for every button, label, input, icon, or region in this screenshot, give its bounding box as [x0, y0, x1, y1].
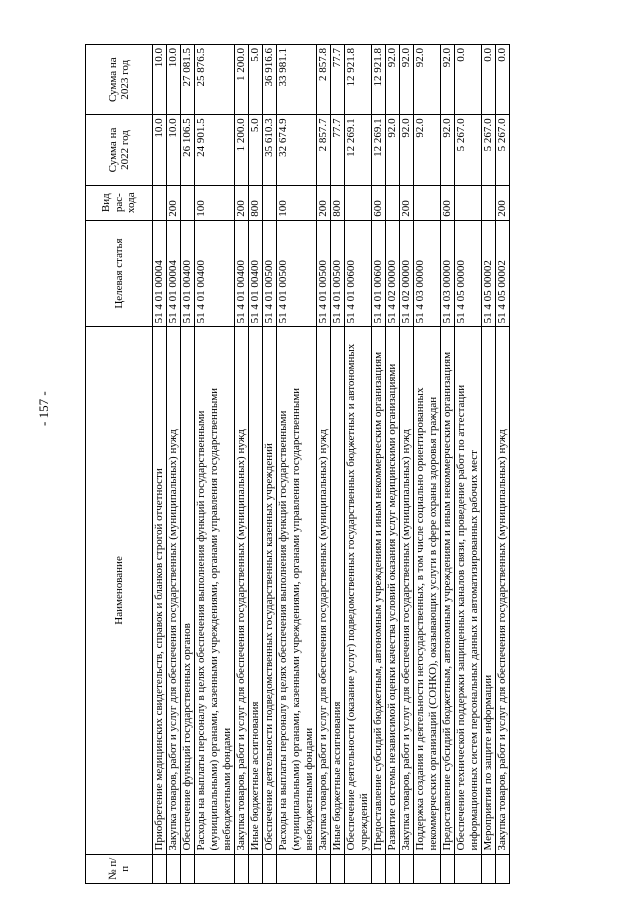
cell-num [482, 854, 496, 883]
header-sum-2023: Сумма на 2023 год [86, 45, 153, 115]
cell-vid [263, 185, 277, 220]
cell-num [235, 854, 249, 883]
header-num: № п/п [86, 854, 153, 883]
cell-num [414, 854, 441, 883]
cell-num [386, 854, 400, 883]
table-row [441, 45, 455, 884]
cell-num [263, 854, 277, 883]
cell-sum-2022: 92.0 [400, 115, 414, 185]
cell-vid [482, 185, 496, 220]
table-row [181, 45, 195, 884]
cell-sum-2023: 5.0 [249, 45, 263, 115]
cell-vid [181, 185, 195, 220]
cell-name: Закупка товаров, работ и услуг для обеспечения государственных (муниципальных) нужд [496, 327, 510, 854]
cell-code: 51 4 01 00500 [277, 220, 317, 327]
cell-name: Обеспечение технической поддержки защищенных каналов связи, проведение работ по аттестации информационных систем персональных данных и автоматизированных рабочих мест [455, 327, 482, 854]
cell-num [317, 854, 331, 883]
cell-sum-2023: 0.0 [455, 45, 482, 115]
cell-sum-2023: 92.0 [414, 45, 441, 115]
cell-vid [386, 185, 400, 220]
cell-sum-2023: 25 876.5 [195, 45, 235, 115]
table-row [249, 45, 263, 884]
page-number: - 157 - [36, 391, 51, 426]
table-row [455, 45, 482, 884]
table-row [235, 45, 249, 884]
table-body [153, 45, 510, 884]
cell-num [455, 854, 482, 883]
cell-name: Закупка товаров, работ и услуг для обеспечения государственных (муниципальных) нужд [400, 327, 414, 854]
cell-name: Закупка товаров, работ и услуг для обеспечения государственных (муниципальных) нужд [235, 327, 249, 854]
cell-sum-2022: 5.0 [249, 115, 263, 185]
cell-sum-2023: 1 200.0 [235, 45, 249, 115]
cell-name: Развитие системы независимой оценки качества условий оказания услуг медицинскими организациями [386, 327, 400, 854]
cell-name: Поддержка создания и деятельности негосударственных, в том числе социально ориентированных некоммерческих организаций (СОНКО), оказывающих услуги в сфере охраны здоровья граждан [414, 327, 441, 854]
table-row [386, 45, 400, 884]
cell-code: 51 4 01 00400 [235, 220, 249, 327]
cell-sum-2022: 10.0 [153, 115, 167, 185]
cell-num [195, 854, 235, 883]
cell-name: Закупка товаров, работ и услуг для обеспечения государственных (муниципальных) нужд [167, 327, 181, 854]
cell-sum-2022: 10.0 [167, 115, 181, 185]
table-row [372, 45, 386, 884]
cell-sum-2022: 12 269.1 [345, 115, 372, 185]
cell-sum-2022: 2 857.7 [317, 115, 331, 185]
cell-vid: 600 [441, 185, 455, 220]
cell-sum-2023: 92.0 [441, 45, 455, 115]
cell-code: 51 4 01 00400 [195, 220, 235, 327]
cell-sum-2022: 5 267.0 [496, 115, 510, 185]
cell-sum-2022: 5 267.0 [455, 115, 482, 185]
cell-name: Расходы на выплаты персоналу в целях обеспечения выполнения функций государственными (муниципальными) органами, казенными учреждениями, органами управления государственными внебюджетными фондами [195, 327, 235, 854]
cell-code: 51 4 01 00004 [153, 220, 167, 327]
cell-name: Обеспечение деятельности (оказание услуг) подведомственных государственных бюджетных и автономных учреждений [345, 327, 372, 854]
cell-code: 51 4 01 00600 [345, 220, 372, 327]
cell-sum-2023: 33 981.1 [277, 45, 317, 115]
cell-sum-2022: 92.0 [414, 115, 441, 185]
cell-code: 51 4 01 00500 [331, 220, 345, 327]
cell-name: Мероприятия по защите информации [482, 327, 496, 854]
cell-code: 51 4 02 00000 [386, 220, 400, 327]
cell-sum-2023: 36 916.6 [263, 45, 277, 115]
cell-code: 51 4 01 00500 [263, 220, 277, 327]
cell-sum-2023: 12 921.8 [345, 45, 372, 115]
cell-sum-2022: 92.0 [441, 115, 455, 185]
table-row [482, 45, 496, 884]
cell-code: 51 4 01 00004 [167, 220, 181, 327]
cell-sum-2023: 27 081.5 [181, 45, 195, 115]
table-row [263, 45, 277, 884]
table-row [400, 45, 414, 884]
cell-name: Иные бюджетные ассигнования [249, 327, 263, 854]
cell-name: Расходы на выплаты персоналу в целях обеспечения выполнения функций государственными (муниципальными) органами, казенными учреждениями, органами управления государственными внебюджетными фондами [277, 327, 317, 854]
cell-sum-2022: 26 106.5 [181, 115, 195, 185]
cell-sum-2023: 77.7 [331, 45, 345, 115]
cell-name: Обеспечение функций государственных органов [181, 327, 195, 854]
cell-vid [153, 185, 167, 220]
cell-vid: 800 [331, 185, 345, 220]
cell-sum-2022: 5 267.0 [482, 115, 496, 185]
table-row [277, 45, 317, 884]
header-name: Наименование [86, 327, 153, 854]
cell-code: 51 4 03 00000 [414, 220, 441, 327]
cell-vid [345, 185, 372, 220]
table-row [317, 45, 331, 884]
cell-vid: 100 [195, 185, 235, 220]
table-row [195, 45, 235, 884]
cell-code: 51 4 05 00002 [496, 220, 510, 327]
header-code: Целевая статья [86, 220, 153, 327]
cell-vid: 600 [372, 185, 386, 220]
cell-vid: 200 [400, 185, 414, 220]
cell-vid: 200 [496, 185, 510, 220]
cell-code: 51 4 02 00000 [400, 220, 414, 327]
cell-sum-2022: 35 610.3 [263, 115, 277, 185]
cell-name: Приобретение медицинских свидетельств, справок и бланков строгой отчетности [153, 327, 167, 854]
table-header-row [86, 45, 153, 884]
cell-name: Обеспечение деятельности подведомственных государственных казенных учреждений [263, 327, 277, 854]
cell-sum-2022: 12 269.1 [372, 115, 386, 185]
cell-vid: 200 [235, 185, 249, 220]
cell-name: Иные бюджетные ассигнования [331, 327, 345, 854]
budget-table [85, 44, 510, 884]
cell-sum-2023: 92.0 [400, 45, 414, 115]
table-row [167, 45, 181, 884]
cell-sum-2023: 10.0 [153, 45, 167, 115]
table-row [331, 45, 345, 884]
cell-num [400, 854, 414, 883]
cell-num [153, 854, 167, 883]
cell-num [167, 854, 181, 883]
cell-num [345, 854, 372, 883]
cell-name: Закупка товаров, работ и услуг для обеспечения государственных (муниципальных) нужд [317, 327, 331, 854]
cell-code: 51 4 03 00000 [441, 220, 455, 327]
cell-sum-2022: 24 901.5 [195, 115, 235, 185]
cell-sum-2023: 12 921.8 [372, 45, 386, 115]
cell-sum-2022: 32 674.9 [277, 115, 317, 185]
table-row [345, 45, 372, 884]
cell-vid: 800 [249, 185, 263, 220]
cell-vid [455, 185, 482, 220]
budget-table-container [85, 44, 613, 884]
cell-num [372, 854, 386, 883]
cell-num [331, 854, 345, 883]
cell-num [249, 854, 263, 883]
cell-vid: 100 [277, 185, 317, 220]
cell-sum-2023: 10.0 [167, 45, 181, 115]
cell-sum-2023: 0.0 [496, 45, 510, 115]
cell-sum-2023: 2 857.8 [317, 45, 331, 115]
cell-name: Предоставление субсидий бюджетным, автономным учреждениям и иным некоммерческим организациям [441, 327, 455, 854]
cell-num [277, 854, 317, 883]
cell-code: 51 4 01 00600 [372, 220, 386, 327]
cell-code: 51 4 01 00500 [317, 220, 331, 327]
table-row [153, 45, 167, 884]
cell-vid: 200 [167, 185, 181, 220]
cell-num [441, 854, 455, 883]
cell-sum-2022: 1 200.0 [235, 115, 249, 185]
cell-vid: 200 [317, 185, 331, 220]
table-row [496, 45, 510, 884]
cell-name: Предоставление субсидий бюджетным, автономным учреждениям и иным некоммерческим организациям [372, 327, 386, 854]
table-row [414, 45, 441, 884]
cell-code: 51 4 05 00000 [455, 220, 482, 327]
cell-sum-2023: 0.0 [482, 45, 496, 115]
cell-code: 51 4 05 00002 [482, 220, 496, 327]
cell-sum-2022: 92.0 [386, 115, 400, 185]
header-sum-2022: Сумма на 2022 год [86, 115, 153, 185]
cell-sum-2022: 77.7 [331, 115, 345, 185]
cell-vid [414, 185, 441, 220]
cell-code: 51 4 01 00400 [181, 220, 195, 327]
cell-sum-2023: 92.0 [386, 45, 400, 115]
header-vid: Вид рас- хода [86, 185, 153, 220]
cell-num [181, 854, 195, 883]
cell-num [496, 854, 510, 883]
cell-code: 51 4 01 00400 [249, 220, 263, 327]
